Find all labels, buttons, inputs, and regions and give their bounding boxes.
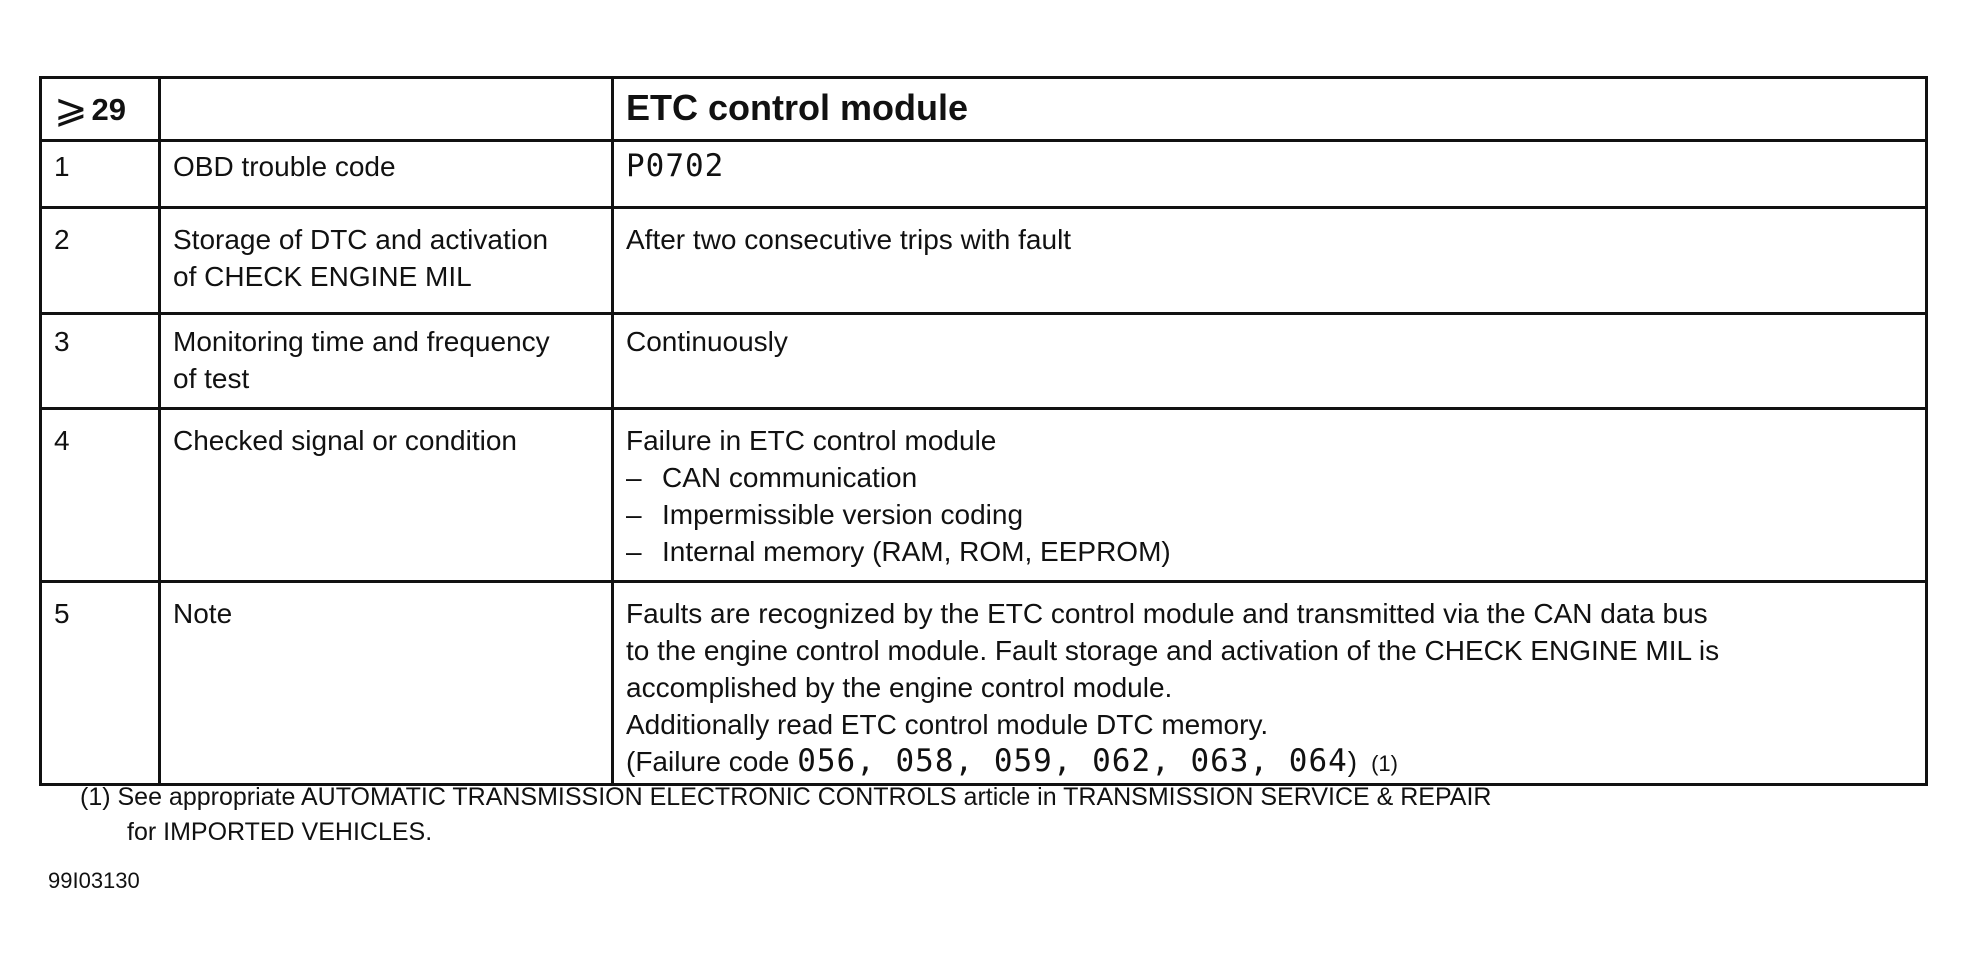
row-label-line: Storage of DTC and activation	[173, 224, 549, 255]
bullet-item: – Impermissible version coding	[626, 499, 1024, 530]
row-number: 4	[41, 409, 160, 582]
step-cell	[41, 78, 160, 141]
row-number: 1	[41, 141, 160, 208]
note-line: accomplished by the engine control module.	[626, 672, 1173, 703]
document-id: 99I03130	[48, 868, 140, 893]
row-value	[613, 582, 1927, 785]
note-line: Additionally read ETC control module DTC memory.	[626, 709, 1269, 740]
table-row	[41, 141, 1927, 208]
footnote-line: for IMPORTED VEHICLES.	[127, 818, 433, 846]
page-title: ETC control module	[626, 87, 968, 128]
row-label: Note	[160, 582, 613, 785]
row-label	[160, 208, 613, 314]
header-title-cell	[613, 78, 1927, 141]
row-number: 3	[41, 314, 160, 409]
row-label-line: of CHECK ENGINE MIL	[173, 261, 472, 292]
row-label: OBD trouble code	[160, 141, 613, 208]
failure-code-line: (Failure code 056, 058, 059, 062, 063, 064) (1)	[626, 743, 1398, 779]
footnote	[80, 780, 1491, 850]
table-row	[41, 314, 1927, 409]
row-label	[160, 314, 613, 409]
failure-codes: 056, 058, 059, 062, 063, 064	[797, 743, 1348, 779]
bullet-item: – CAN communication	[626, 462, 918, 493]
row-value: After two consecutive trips with fault	[613, 208, 1927, 314]
row-number: 5	[41, 582, 160, 785]
table-row	[41, 582, 1927, 785]
step-number: 29	[91, 91, 126, 127]
obd-code: P0702	[626, 148, 725, 184]
footnote-ref: (1)	[1371, 751, 1398, 776]
row-value	[613, 409, 1927, 582]
note-line: to the engine control module. Fault storage and activation of the CHECK ENGINE MIL is	[626, 635, 1720, 666]
bullet-item: – Internal memory (RAM, ROM, EEPROM)	[626, 536, 1171, 567]
row-number: 2	[41, 208, 160, 314]
row-label: Checked signal or condition	[160, 409, 613, 582]
double-chevron-right-icon: ⩾	[54, 87, 88, 131]
row-label-line: Monitoring time and frequency	[173, 326, 550, 357]
note-line: Faults are recognized by the ETC control module and transmitted via the CAN data bus	[626, 598, 1708, 629]
row-label-line: of test	[173, 363, 250, 394]
table-header-row	[41, 78, 1927, 141]
table-row	[41, 208, 1927, 314]
table-row	[41, 409, 1927, 582]
row-value-intro: Failure in ETC control module	[626, 425, 997, 456]
footnote-line: (1) See appropriate AUTOMATIC TRANSMISSION ELECTRONIC CONTROLS article in TRANSMISSION SERVICE & REPAIR	[80, 783, 1492, 811]
row-value	[613, 141, 1927, 208]
dtc-table	[39, 76, 1928, 786]
row-value: Continuously	[613, 314, 1927, 409]
header-blank-cell	[160, 78, 613, 141]
